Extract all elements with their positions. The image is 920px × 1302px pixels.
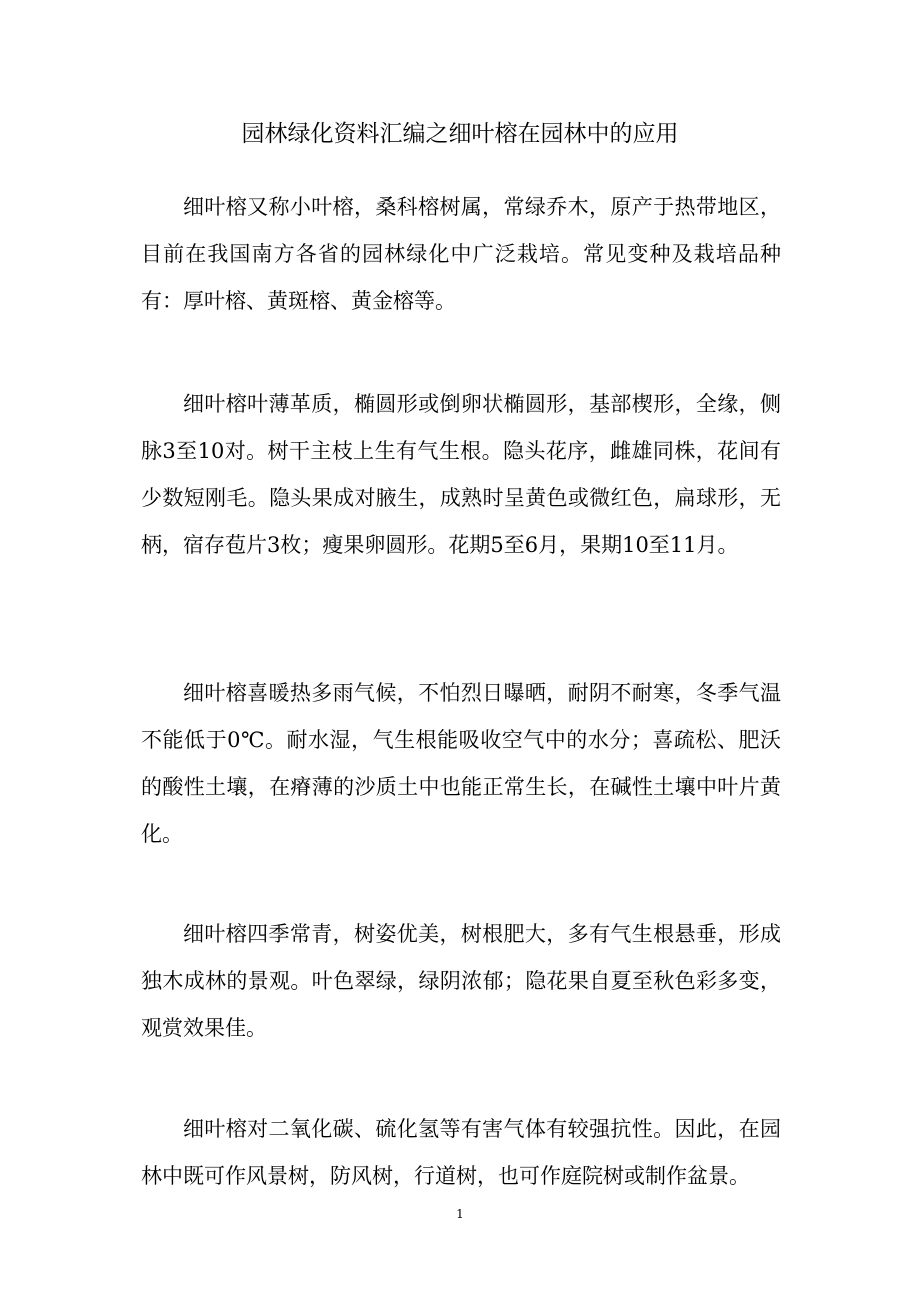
paragraph-morphology: 细叶榕叶薄革质，椭圆形或倒卵状椭圆形，基部楔形，全缘，侧脉3至10对。树干主枝上生有气生根。隐头花序，雌雄同株，花间有少数短刚毛。隐头果成对腋生，成熟时呈黄色或微红色，扁球形，无柄，宿存苞片3枚；瘦果卵圆形。花期5至6月，果期10至11月。 bbox=[141, 392, 781, 557]
paragraph-application: 细叶榕对二氧化碳、硫化氢等有害气体有较强抗性。因此，在园林中既可作风景树，防风树，行道树，也可作庭院树或制作盆景。 bbox=[141, 1117, 781, 1188]
document-title: 园林绿化资料汇编之细叶榕在园林中的应用 bbox=[241, 121, 679, 147]
paragraph-ornamental: 细叶榕四季常青，树姿优美，树根肥大，多有气生根悬垂，形成独木成林的景观。叶色翠绿，绿阴浓郁；隐花果自夏至秋色彩多变，观赏效果佳。 bbox=[141, 922, 781, 1040]
page-number: 1 bbox=[456, 1207, 464, 1221]
paragraph-habit: 细叶榕喜暖热多雨气候，不怕烈日曝晒，耐阴不耐寒，冬季气温不能低于0℃。耐水湿，气生根能吸收空气中的水分；喜疏松、肥沃的酸性土壤，在瘠薄的沙质土中也能正常生长，在碱性土壤中叶片黄化。 bbox=[141, 681, 781, 846]
paragraph-intro: 细叶榕又称小叶榕，桑科榕树属，常绿乔木，原产于热带地区，目前在我国南方各省的园林绿化中广泛栽培。常见变种及栽培品种有：厚叶榕、黄斑榕、黄金榕等。 bbox=[141, 195, 781, 313]
